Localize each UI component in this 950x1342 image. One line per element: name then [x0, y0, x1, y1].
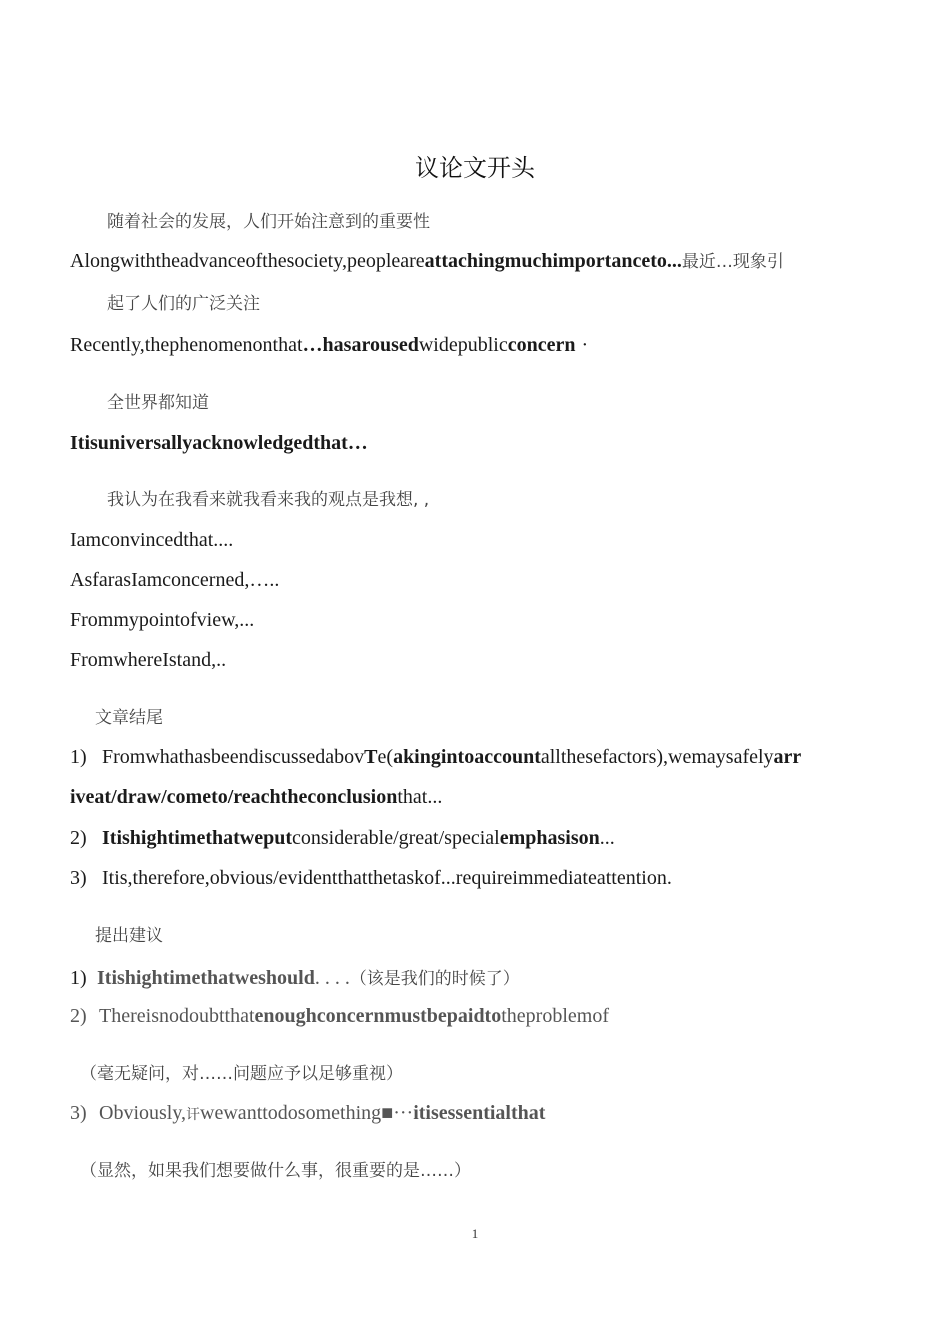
- phrase-text-cn: 最近…现象引: [681, 252, 784, 272]
- opening-phrase-1-en: [70, 247, 784, 273]
- opening-phrase-4-cn: 我认为在我看来就我看来我的观点是我想, ,: [107, 490, 430, 510]
- opening-phrase-2-en: [70, 334, 588, 357]
- list-number: 3): [70, 867, 87, 889]
- list-number: 2): [70, 1005, 87, 1027]
- phrase-keyword: arr: [773, 746, 802, 768]
- phrase-text: widepublic: [418, 334, 508, 356]
- opinion-line-3: Frommypointofview,...: [70, 609, 255, 631]
- opening-phrase-2-cn: 起了人们的广泛关注: [107, 294, 260, 314]
- phrase-text: Fromwhathasbeendiscussedabov: [102, 746, 365, 768]
- opening-phrase-3-cn: 全世界都知道: [107, 393, 209, 413]
- ending-item-1: [70, 746, 801, 769]
- ending-heading: 文章结尾: [95, 708, 163, 728]
- phrase-keyword: concern: [507, 334, 576, 356]
- suggestion-item-2: [70, 1005, 609, 1028]
- phrase-text: Recently,thephenomenonthat: [70, 334, 303, 356]
- list-number: 3): [70, 1102, 87, 1124]
- phrase-glyph: 讦: [186, 1107, 201, 1123]
- phrase-text: considerable/great/special: [292, 827, 500, 849]
- page-number: 1: [471, 1226, 479, 1241]
- phrase-text: Alongwiththeadvanceofthesociety,peopleare: [70, 250, 425, 272]
- suggestion-item-3: [70, 1102, 545, 1125]
- phrase-keyword: T: [364, 746, 378, 768]
- ending-item-2: [70, 827, 615, 850]
- phrase-text: e(: [377, 746, 394, 768]
- phrase-text: ·: [581, 334, 589, 356]
- suggestion-item-2-note: （毫无疑问，对……问题应予以足够重视）: [80, 1064, 403, 1084]
- opinion-line-2: AsfarasIamconcerned,…..: [70, 569, 280, 591]
- phrase-text: theproblemof: [501, 1005, 609, 1027]
- suggestion-item-1: [70, 964, 520, 990]
- phrase-text: Thereisnodoubtthat: [99, 1005, 255, 1027]
- list-number: 2): [70, 827, 87, 849]
- ending-item-3: [70, 867, 672, 890]
- phrase-text: that...: [397, 786, 443, 808]
- ending-item-1-continued: [70, 786, 442, 809]
- opening-phrase-1-cn: 随着社会的发展，人们开始注意到的重要性: [107, 212, 430, 232]
- phrase-translation: （该是我们的时候了）: [349, 969, 520, 989]
- suggestion-heading: 提出建议: [95, 926, 163, 946]
- phrase-text: allthesefactors),wemaysafely: [540, 746, 774, 768]
- phrase-keyword: akingintoaccount: [393, 746, 541, 768]
- list-number: 1): [70, 746, 87, 768]
- phrase-keyword: enoughconcernmustbepaidto: [254, 1005, 502, 1027]
- phrase-keyword: Itishightimethatweput: [102, 827, 293, 849]
- phrase-symbol: ■···: [381, 1102, 414, 1124]
- phrase-keyword: emphasison: [499, 827, 600, 849]
- phrase-text: Obviously,: [99, 1102, 187, 1124]
- list-number: 1): [70, 967, 87, 989]
- opinion-line-4: FromwhereIstand,..: [70, 649, 227, 671]
- phrase-text: ...: [599, 827, 615, 849]
- phrase-keyword: Itishightimethatweshould: [97, 967, 315, 989]
- phrase-text: . . . .: [314, 967, 350, 989]
- phrase-text: wewanttodosomething: [200, 1102, 382, 1124]
- phrase-keyword: itisessentialthat: [413, 1102, 546, 1124]
- page-title: 议论文开头: [415, 154, 535, 182]
- phrase-text: Itis,therefore,obvious/evidentthatthetaskof...requireimmediateattention.: [102, 867, 672, 889]
- phrase-keyword: iveat/draw/cometo/reachtheconclusion: [70, 786, 398, 808]
- opening-phrase-3-en: [70, 432, 368, 455]
- suggestion-item-3-note: （显然，如果我们想要做什么事，很重要的是……）: [80, 1161, 471, 1181]
- phrase-keyword: Itisuniversallyacknowledgedthat…: [70, 432, 368, 454]
- phrase-keyword: attachingmuchimportanceto...: [424, 250, 682, 272]
- opinion-line-1: Iamconvincedthat....: [70, 529, 234, 551]
- phrase-keyword: …hasaroused: [302, 334, 419, 356]
